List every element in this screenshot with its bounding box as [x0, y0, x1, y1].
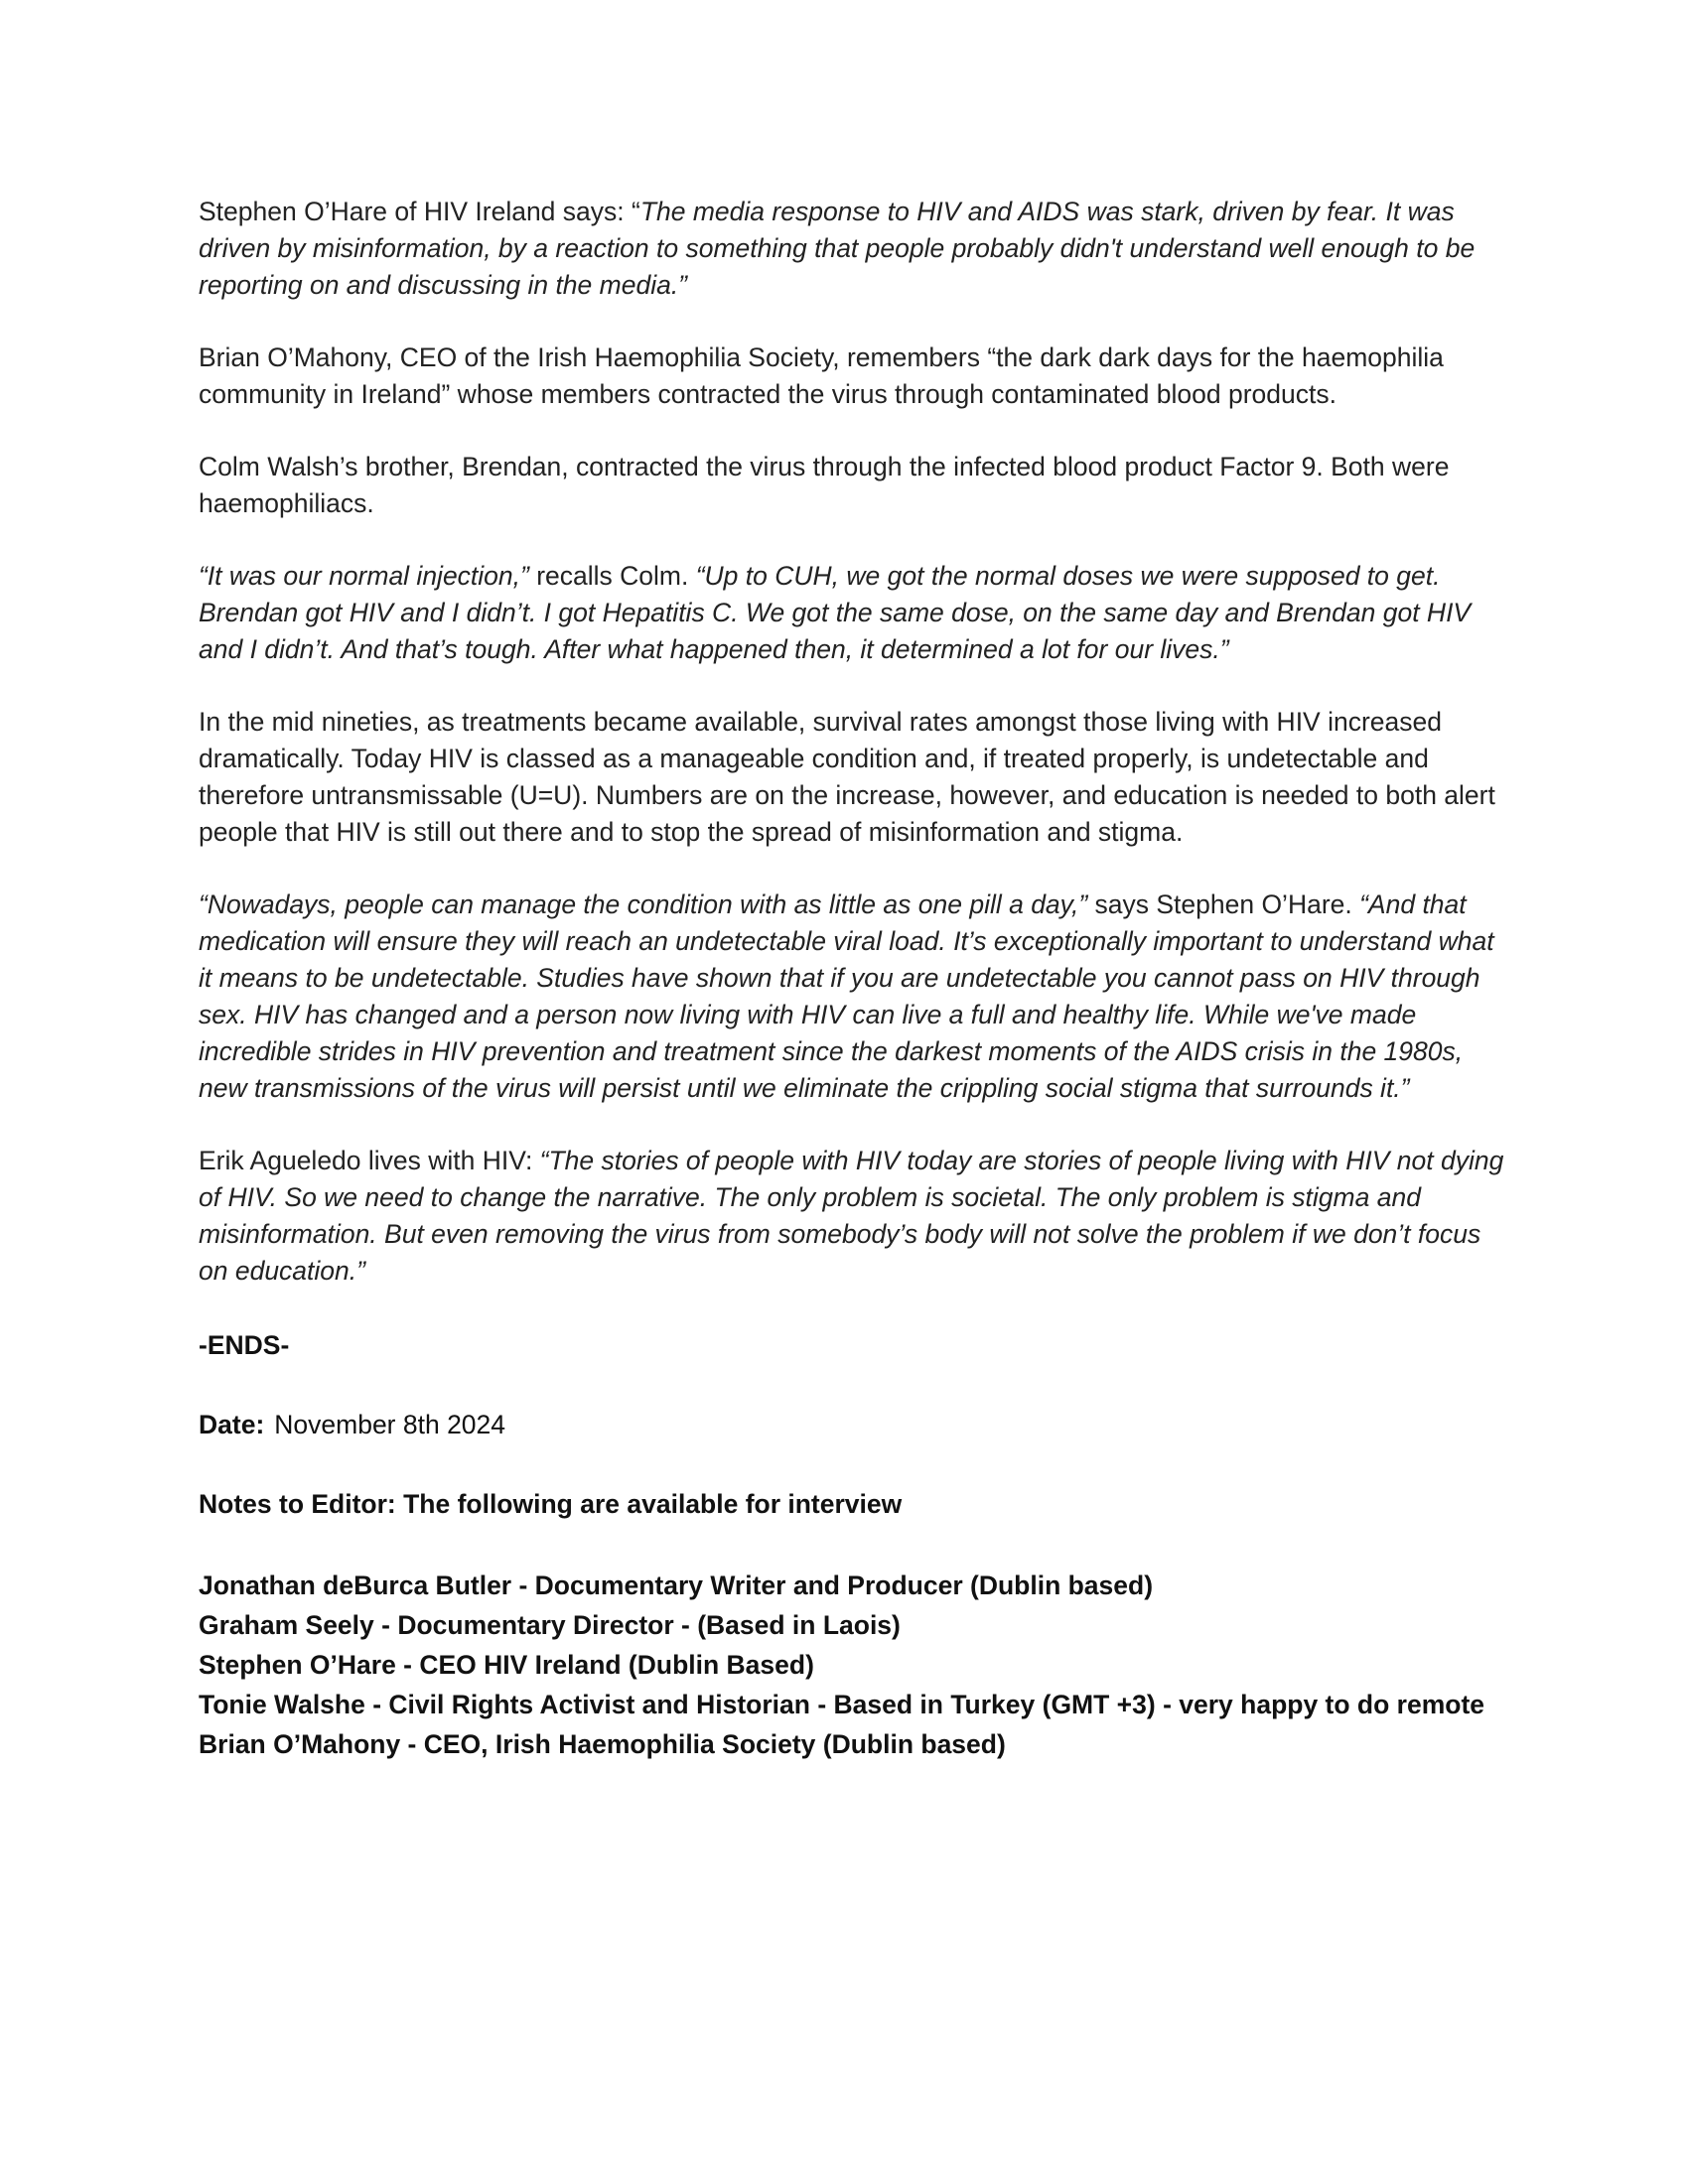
paragraph-erik-agueledo — [199, 1143, 1509, 1290]
text-segment: Colm Walsh’s brother, Brendan, contracted the virus through the infected blood product Factor 9. Both were haemophiliacs. — [199, 452, 1450, 518]
quote-segment: “It was our normal injection,” — [199, 561, 529, 591]
contact-item: Brian O’Mahony - CEO, Irish Haemophilia Society (Dublin based) — [199, 1729, 1006, 1759]
contact-item: Tonie Walshe - Civil Rights Activist and Historian - Based in Turkey (GMT +3) - very happy to do remote — [199, 1690, 1485, 1719]
contact-list — [199, 1566, 1509, 1764]
date-value: November 8th 2024 — [274, 1410, 506, 1439]
paragraph-ohare-media — [199, 194, 1509, 304]
date-label: Date: — [199, 1410, 265, 1439]
quote-segment: The media response to HIV and AIDS was stark, driven by fear. It was driven by misinformation, by a reaction to something that people probably didn't understand well enough to be reporting on and discussing in the media.” — [199, 197, 1476, 300]
contact-item: Jonathan deBurca Butler - Documentary Writer and Producer (Dublin based) — [199, 1570, 1154, 1600]
paragraph-ohare-nowadays — [199, 887, 1509, 1107]
text-segment: says Stephen O’Hare. — [1087, 889, 1360, 919]
text-segment: Erik Agueledo lives with HIV: — [199, 1146, 540, 1175]
contact-item: Stephen O’Hare - CEO HIV Ireland (Dublin Based) — [199, 1650, 814, 1680]
date-line — [199, 1405, 1509, 1444]
quote-segment: “Up to CUH, we got the normal doses we were supposed to get. Brendan got HIV and I didn’t. I got Hepatitis C. We got the same dose, on the same day and Brendan got HIV and I didn’t. And that’s tough. After what happened then, it determined a lot for our lives.” — [199, 561, 1472, 664]
text-segment: recalls Colm. — [528, 561, 696, 591]
document-page — [199, 194, 1509, 1764]
paragraph-omahony — [199, 340, 1509, 413]
paragraph-mid-nineties — [199, 704, 1509, 851]
quote-segment: “Nowadays, people can manage the condition with as little as one pill a day,” — [199, 889, 1088, 919]
quote-segment: “And that medication will ensure they will reach an undetectable viral load. It’s exceptionally important to understand what it means to be undetectable. Studies have shown that if you are undetectable you cannot pass on HIV through sex. HIV has changed and a person now living with HIV can live a full and healthy life. While we've made incredible strides in HIV prevention and treatment since the darkest moments of the AIDS crisis in the 1980s, new transmissions of the virus will persist until we eliminate the crippling social stigma that surrounds it.” — [199, 889, 1494, 1103]
text-segment: In the mid nineties, as treatments became available, survival rates amongst those living with HIV increased dramatically. Today HIV is classed as a manageable condition and, if treated properly, is undetectable and therefore untransmissable (U=U). Numbers are on the increase, however, and education is needed to both alert people that HIV is still out there and to stop the spread of misinformation and stigma. — [199, 707, 1495, 847]
text-segment: Stephen O’Hare of HIV Ireland says: “ — [199, 197, 640, 226]
paragraph-colm-walsh — [199, 449, 1509, 522]
notes-heading: Notes to Editor: The following are available for interview — [199, 1489, 903, 1519]
paragraph-colm-quote — [199, 558, 1509, 668]
ends-marker: -ENDS- — [199, 1330, 290, 1360]
text-segment: Brian O’Mahony, CEO of the Irish Haemophilia Society, remembers “the dark dark days for the haemophilia community in Ireland” whose members contracted the virus through contaminated blood products. — [199, 342, 1444, 409]
contact-item: Graham Seely - Documentary Director - (Based in Laois) — [199, 1610, 901, 1640]
quote-segment: “The stories of people with HIV today are stories of people living with HIV not dying of HIV. So we need to change the narrative. The only problem is societal. The only problem is stigma and misinformation. But even removing the virus from somebody’s body will not solve the problem if we don’t focus on education.” — [199, 1146, 1504, 1286]
